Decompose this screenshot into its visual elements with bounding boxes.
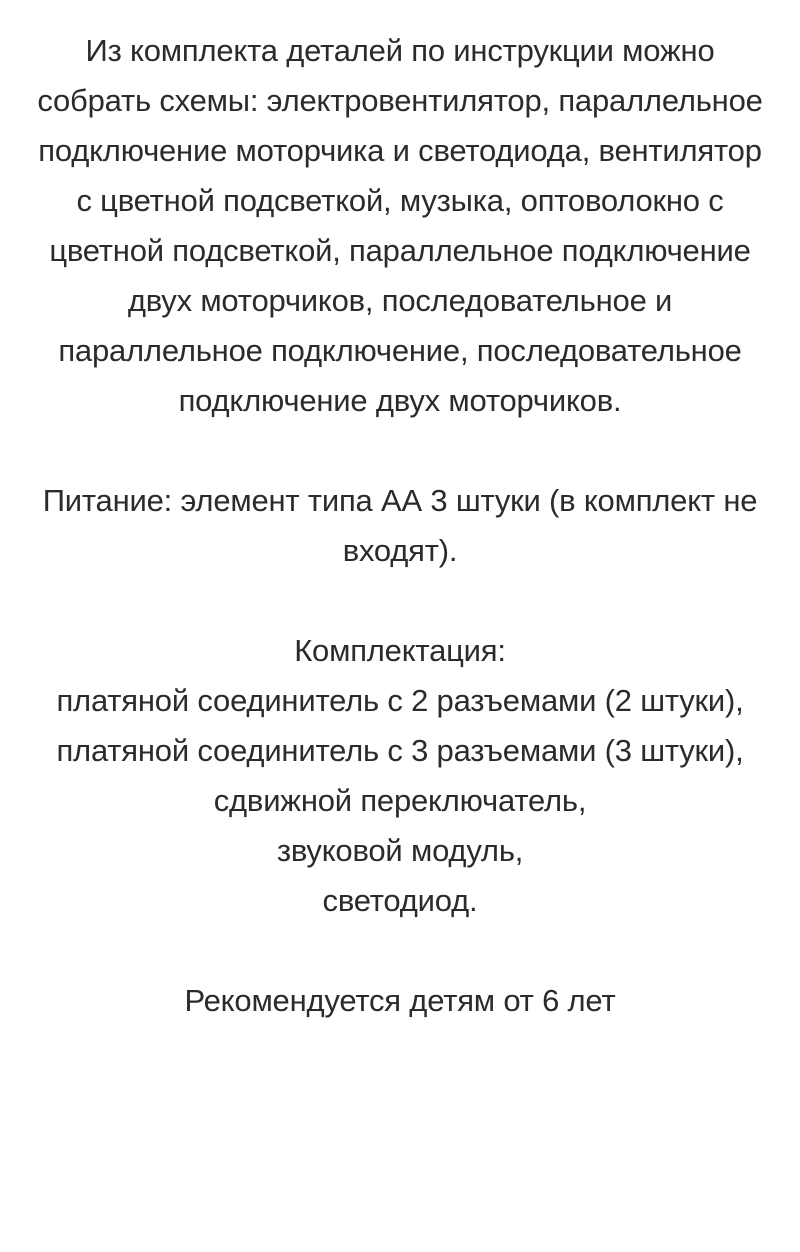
kit-item: платяной соединитель с 2 разъемами (2 штуки), bbox=[56, 683, 744, 718]
kit-heading: Комплектация: bbox=[294, 633, 506, 668]
kit-item: звуковой модуль, bbox=[276, 833, 524, 868]
kit-item: сдвижной переключатель, bbox=[213, 783, 587, 818]
spacer bbox=[30, 426, 770, 476]
spacer bbox=[30, 926, 770, 976]
kit-item: светодиод. bbox=[322, 883, 478, 918]
kit-section bbox=[30, 626, 770, 926]
power-paragraph: Питание: элемент типа АА 3 штуки (в комплект не входят). bbox=[42, 483, 758, 568]
kit-item: платяной соединитель с 3 разъемами (3 штуки), bbox=[56, 733, 744, 768]
age-recommendation: Рекомендуется детям от 6 лет bbox=[184, 983, 616, 1018]
intro-paragraph: Из комплекта деталей по инструкции можно собрать схемы: электровентилятор, параллельное подключение моторчика и светодиода, вентилятор с цветной подсветкой, музыка, оптоволокно с цветной подсветкой, параллельное подключение двух моторчиков, последовательное и параллельное подключение, последовательное подключение двух моторчиков. bbox=[37, 33, 763, 418]
spacer bbox=[30, 576, 770, 626]
